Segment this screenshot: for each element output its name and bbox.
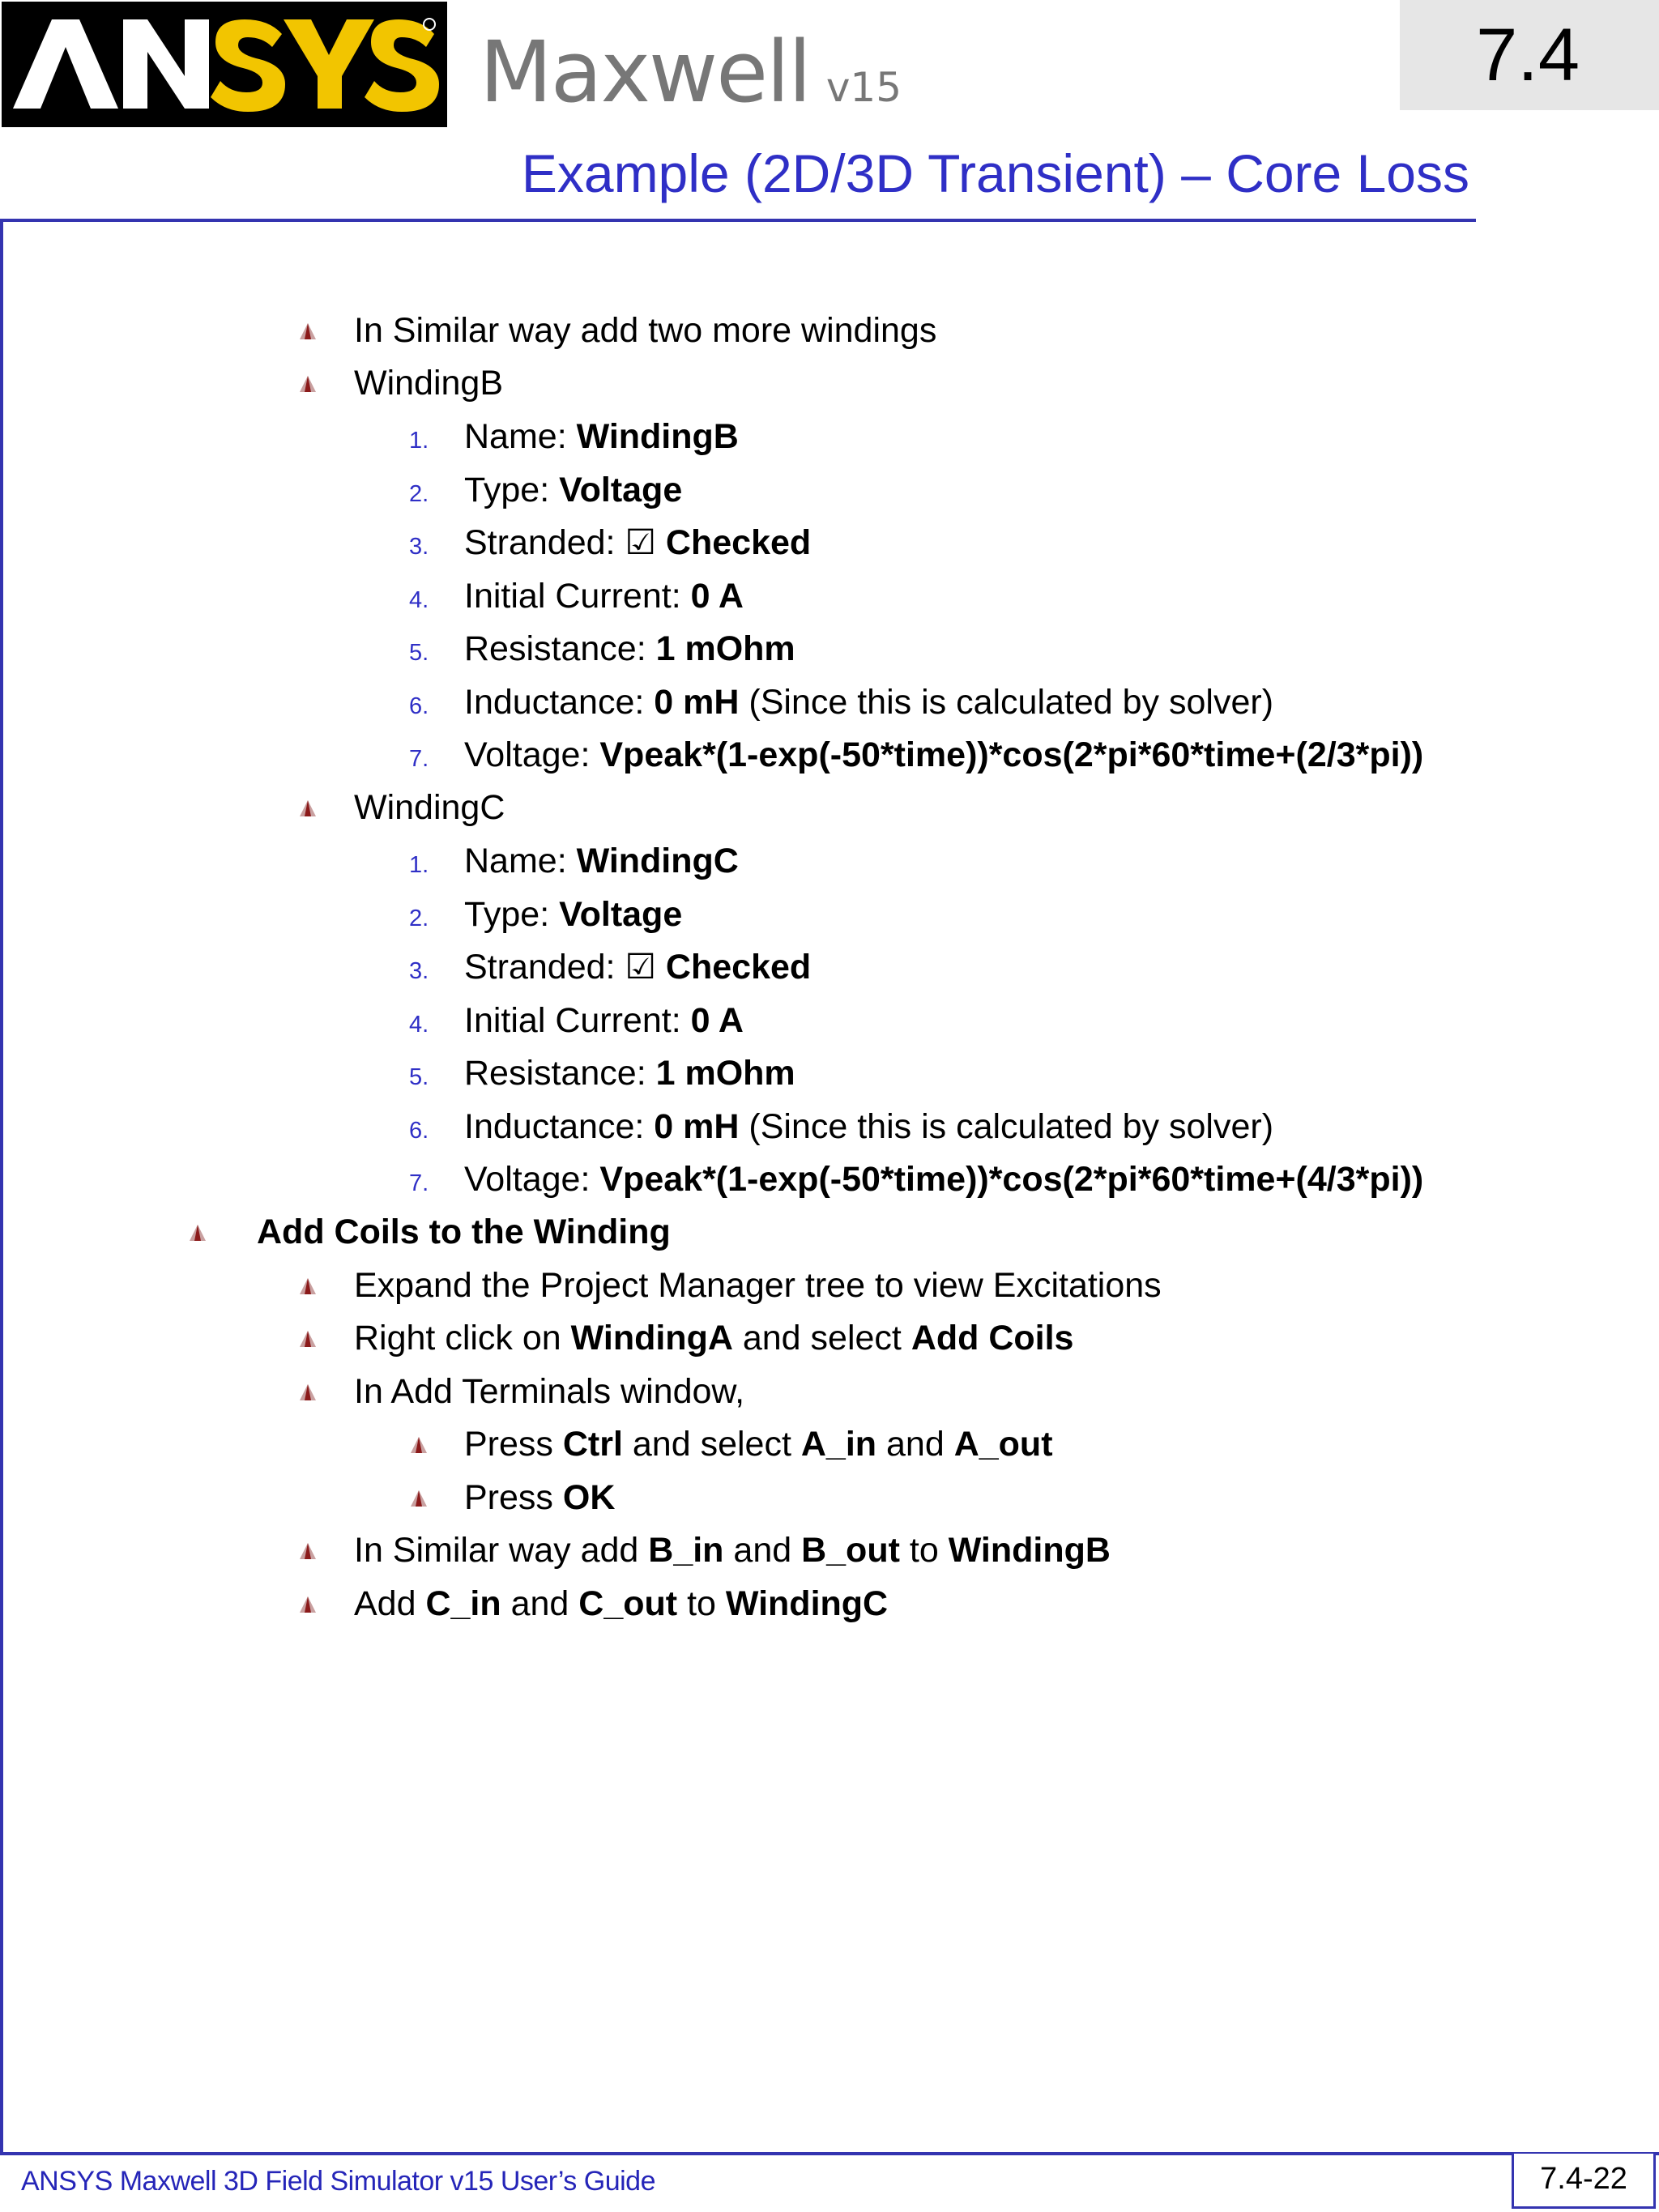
list-number — [409, 463, 429, 517]
add-coils-ref: Add Coils — [911, 1319, 1074, 1357]
product-title: Maxwell — [480, 23, 810, 121]
item-key: Resistance: — [464, 629, 656, 668]
item-suffix: (Since this is calculated by solver) — [739, 1106, 1274, 1146]
list-number — [409, 940, 429, 994]
list-number-text: 4. — [409, 1011, 429, 1038]
item-value: 0 A — [690, 1000, 744, 1040]
list-number-text: 6. — [409, 693, 429, 719]
item-key: Type: — [464, 894, 560, 934]
product-version: v15 — [825, 64, 902, 111]
item-key: Inductance: — [464, 1106, 655, 1146]
list-number-text: 1. — [409, 852, 429, 878]
chapter-number: 7.4 — [1476, 14, 1580, 96]
text-part: and select — [732, 1319, 911, 1357]
page-number: 7.4-22 — [1540, 2162, 1627, 2196]
bullet-add-terminals — [354, 1365, 744, 1418]
item-value: WindingC — [576, 842, 739, 880]
item-value: Voltage — [559, 470, 683, 509]
list-number-text: 5. — [409, 1064, 429, 1090]
pyramid-bullet-icon — [409, 1435, 429, 1455]
list-item — [464, 569, 744, 623]
list-number — [409, 1153, 429, 1206]
winding-b-ref: WindingB — [948, 1531, 1111, 1570]
list-item — [464, 834, 739, 888]
list-item — [464, 410, 739, 463]
text-part: In Similar way add — [354, 1531, 649, 1570]
item-value: Vpeak*(1-exp(-50*time))*cos(2*pi*60*time+(2/3*pi)) — [599, 735, 1424, 774]
pyramid-bullet-icon — [298, 1595, 318, 1614]
bullet-expand-tree — [354, 1259, 1162, 1312]
list-item — [464, 1100, 1273, 1153]
item-value: WindingB — [576, 417, 739, 456]
text-part: to — [677, 1584, 726, 1623]
list-number-text: 2. — [409, 905, 429, 931]
ansys-logo — [2, 2, 447, 127]
text-part: Add — [354, 1584, 426, 1623]
ctrl-key-ref: Ctrl — [562, 1425, 623, 1464]
footer-rule — [0, 2152, 1659, 2155]
item-key: Name: — [464, 842, 577, 880]
item-key: Name: — [464, 417, 577, 456]
list-item — [464, 728, 1423, 782]
list-number-text: 4. — [409, 586, 429, 613]
bullet-press-ok — [464, 1471, 615, 1524]
page-number-box — [1512, 2154, 1656, 2209]
bullet-add-c — [354, 1577, 888, 1630]
winding-c-ref: WindingC — [725, 1584, 889, 1623]
pyramid-bullet-icon — [298, 1276, 318, 1296]
item-value: Vpeak*(1-exp(-50*time))*cos(2*pi*60*time+(4/3*pi)) — [599, 1160, 1424, 1199]
winding-c-heading — [354, 781, 505, 834]
list-item — [464, 463, 682, 517]
list-item — [464, 1153, 1423, 1206]
left-rule — [0, 219, 3, 2154]
list-number — [409, 728, 429, 782]
item-value: 1 mOhm — [655, 629, 795, 668]
list-number — [409, 888, 429, 941]
add-coils-heading-text: Add Coils to the Winding — [257, 1213, 671, 1251]
list-item — [464, 1046, 795, 1100]
bullet-text: In Add Terminals window, — [354, 1372, 745, 1411]
bullet-similar-windings — [354, 304, 936, 357]
item-key: Type: — [464, 470, 560, 509]
text-part: and select — [622, 1425, 801, 1464]
list-item — [464, 994, 744, 1047]
chapter-box — [1400, 0, 1659, 110]
pyramid-bullet-icon — [298, 799, 318, 818]
list-number-text: 1. — [409, 428, 429, 454]
pyramid-bullet-icon — [298, 322, 318, 341]
ok-ref: OK — [562, 1478, 616, 1517]
pyramid-bullet-icon — [298, 374, 318, 394]
b-in-ref: B_in — [648, 1531, 724, 1570]
item-key: Stranded: — [464, 523, 625, 562]
item-value: ☑ Checked — [625, 948, 812, 987]
pyramid-bullet-icon — [298, 1383, 318, 1402]
a-in-ref: A_in — [800, 1425, 877, 1464]
list-item — [464, 516, 811, 569]
list-item — [464, 622, 795, 676]
list-item — [464, 940, 811, 994]
winding-c-label: WindingC — [354, 788, 505, 827]
c-out-ref: C_out — [578, 1584, 678, 1623]
text-part: Press — [464, 1425, 563, 1464]
b-out-ref: B_out — [801, 1531, 900, 1570]
list-number — [409, 1046, 429, 1100]
item-value: 1 mOhm — [655, 1054, 795, 1093]
text-part: and — [723, 1531, 802, 1570]
list-number — [409, 834, 429, 888]
list-number-text: 3. — [409, 958, 429, 984]
c-in-ref: C_in — [425, 1584, 501, 1623]
list-number-text: 7. — [409, 746, 429, 772]
pyramid-bullet-icon — [188, 1223, 207, 1242]
product-name — [480, 23, 902, 120]
text-part: and — [876, 1425, 954, 1464]
list-number — [409, 569, 429, 623]
bullet-similar-b — [354, 1524, 1111, 1577]
ansys-logo-mark — [2, 2, 447, 127]
list-number — [409, 516, 429, 569]
text-part: to — [899, 1531, 949, 1570]
text-part: and — [501, 1584, 579, 1623]
list-item — [464, 676, 1273, 729]
pyramid-bullet-icon — [298, 1329, 318, 1349]
add-coils-heading — [257, 1205, 671, 1259]
item-key: Initial Current: — [464, 1000, 691, 1040]
bullet-press-ctrl — [464, 1417, 1053, 1471]
item-value: 0 mH — [654, 1106, 740, 1146]
list-number-text: 2. — [409, 480, 429, 507]
item-value: Voltage — [559, 894, 683, 934]
item-value: 0 A — [690, 576, 744, 616]
item-key: Voltage: — [464, 1160, 600, 1199]
slide-title: Example (2D/3D Transient) – Core Loss — [521, 143, 1469, 203]
item-key: Resistance: — [464, 1054, 656, 1093]
footer-guide-title: ANSYS Maxwell 3D Field Simulator v15 User’s Guide — [21, 2166, 655, 2197]
list-number — [409, 1100, 429, 1153]
pyramid-bullet-icon — [409, 1489, 429, 1508]
text-part: Press — [464, 1478, 563, 1517]
item-key: Stranded: — [464, 948, 625, 987]
bullet-text: Expand the Project Manager tree to view Excitations — [354, 1266, 1162, 1305]
list-item — [464, 888, 682, 941]
bullet-right-click — [354, 1311, 1073, 1365]
list-number — [409, 410, 429, 463]
item-key: Voltage: — [464, 735, 600, 774]
list-number — [409, 994, 429, 1047]
list-number — [409, 622, 429, 676]
winding-a-ref: WindingA — [570, 1319, 733, 1357]
item-key: Inductance: — [464, 682, 655, 722]
winding-b-label: WindingB — [354, 364, 504, 403]
item-value: ☑ Checked — [625, 523, 812, 562]
text-part: Right click on — [354, 1319, 571, 1357]
list-number — [409, 676, 429, 729]
item-value: 0 mH — [654, 682, 740, 722]
pyramid-bullet-icon — [298, 1541, 318, 1561]
title-rule — [0, 219, 1476, 222]
item-suffix: (Since this is calculated by solver) — [739, 682, 1274, 722]
list-number-text: 7. — [409, 1170, 429, 1196]
a-out-ref: A_out — [953, 1425, 1053, 1464]
list-number-text: 5. — [409, 640, 429, 666]
list-number-text: 3. — [409, 534, 429, 560]
winding-b-heading — [354, 356, 503, 410]
item-key: Initial Current: — [464, 576, 691, 616]
list-number-text: 6. — [409, 1117, 429, 1144]
bullet-text: In Similar way add two more windings — [354, 311, 937, 350]
